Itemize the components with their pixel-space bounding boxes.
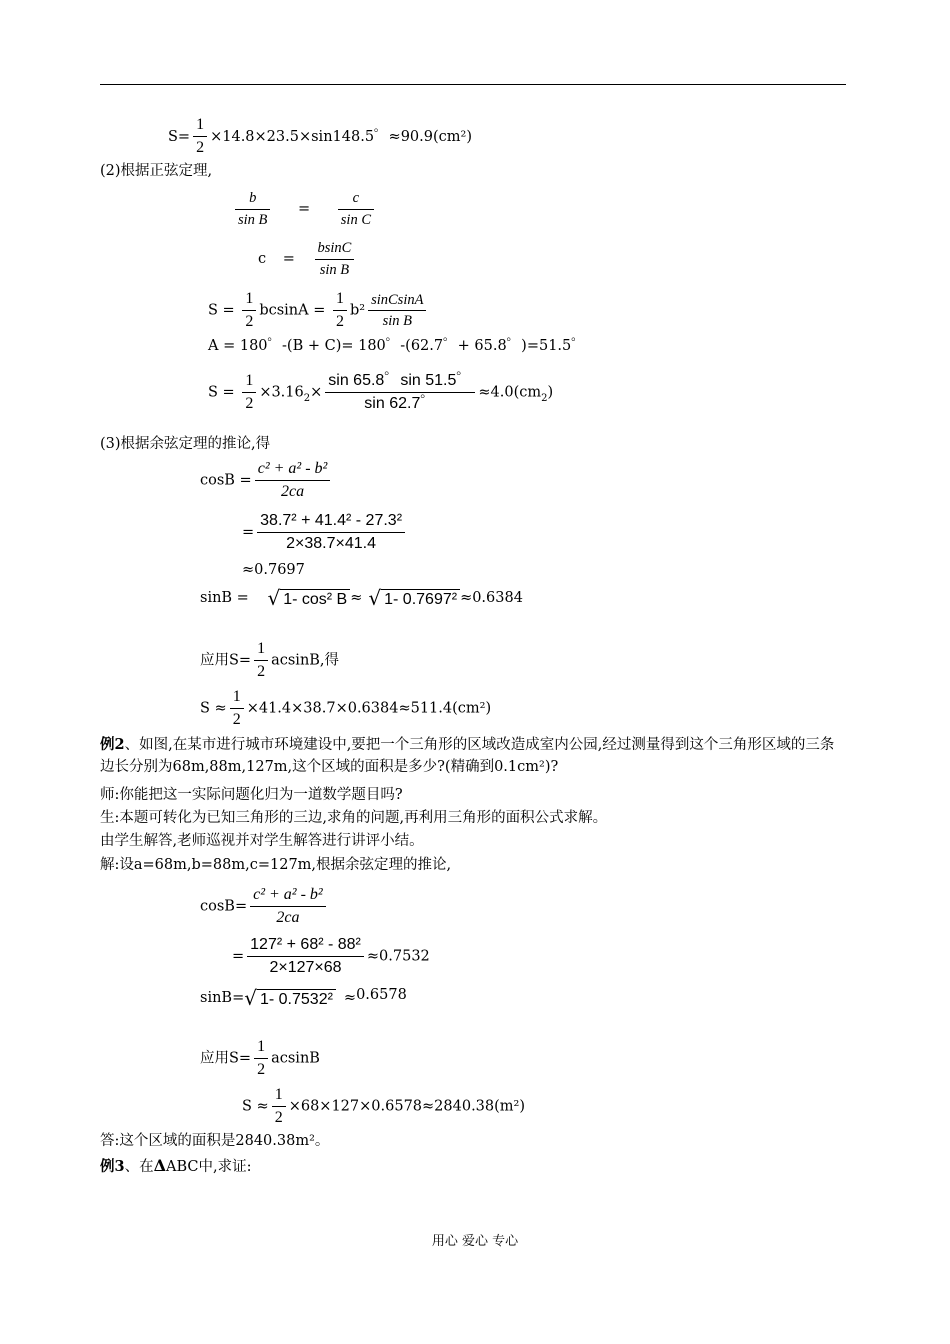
cosB-value: ≈0.7697 (242, 562, 305, 578)
example-3: 例3、在ΔABC中,求证: (100, 1156, 252, 1175)
apply-area-formula-2: 应用S= $\frac{1}{2}$ acsinB (200, 1038, 320, 1079)
sqrt-1-value: √ 1- 0.7697² (368, 588, 460, 608)
apply-area-formula-1: 应用S= $\frac{1}{2}$ acsinB,得 (200, 640, 340, 681)
solution-line: 解:设a=68m,b=88m,c=127m,根据余弦定理的推论, (100, 857, 452, 873)
teacher-line: 师:你能把这一实际问题化归为一道数学题目吗? (100, 787, 403, 803)
area-final-1: S ≈ $\frac{1}{2}$ ×41.4×38.7×0.6384≈511.4(cm²) (200, 688, 492, 729)
process-line: 由学生解答,老师巡视并对学生解答进行讲评小结。 (100, 833, 424, 849)
cosB-formula-2: cosB= $\frac{\text{c² + a² - b²}}{2ca}$ (200, 886, 329, 928)
sinB-expression: sinB = √ 1- cos² B ≈ √ 1- 0.7697² ≈0.6384 (200, 586, 523, 610)
part2-title: (2)根据正弦定理, (100, 163, 213, 179)
example-3-label: 例3 (100, 1158, 125, 1175)
area-final-2: S ≈ $\frac{1}{2}$ ×68×127×0.6578≈2840.38(m²) (242, 1086, 526, 1127)
b-over-sinB: $\frac{b}{\text{sin B}}$ (235, 190, 270, 228)
answer-line: 答:这个区域的面积是2840.38m²。 (100, 1133, 330, 1149)
sqrt-1-value-2: √ 1- 0.7532² (244, 988, 336, 1008)
student-line: 生:本题可转化为已知三角形的三边,求角的问题,再利用三角形的面积公式求解。 (100, 810, 608, 826)
area-prefix: S= (168, 128, 191, 145)
half-fraction: $\frac{1}{2}$ (193, 116, 207, 158)
example-2: 例2、如图,在某市进行城市环境建设中,要把一个三角形的区域改造成室内公园,经过测量得到这个三角形区域的三条边长分别为68m,88m,127m,这个区域的面积是多少?(精确到0.1cm²)? (100, 736, 835, 775)
triangle-symbol: Δ (153, 1156, 167, 1175)
cosB-formula: cosB = $\frac{\text{c² + a² - b²}}{2ca}$ (200, 460, 333, 502)
law-of-sines: $\frac{b}{\text{sin B}}$ = $\frac{c}{\text{sin C}}$ (232, 190, 377, 228)
area-rest: ×14.8×23.5×sin148.5゜≈90.9(cm²) (210, 128, 472, 145)
area-formula-line-1 (168, 116, 472, 158)
area-result-expression: S = $\frac{1}{2}$ $\times 3.16_2\times$ $\frac{\sin 65.8゜\sin 51.5゜}{\sin 62.7゜}$ $\approx 4.0(cm_2)$ (208, 372, 554, 413)
sqrt-1-cos2B: √ 1- cos² B (267, 588, 350, 608)
part3-title: (3)根据余弦定理的推论,得 (100, 436, 271, 452)
example-2-label: 例2 (100, 736, 125, 753)
page-footer: 用心 爱心 专心 (431, 1234, 519, 1249)
cosB-substitution: = $\frac{\text{38.7² + 41.4² - 27.3²}}{2\times 38.7\times 41.4}$ (242, 512, 408, 554)
header-rule (100, 84, 846, 85)
c-expression: c = $\frac{bsinC}{\text{sin B}}$ (258, 240, 357, 278)
cosB-substitution-2: = $\frac{\text{127² + 68² - 88²}}{2\times 127\times 68}$ ≈0.7532 (232, 936, 430, 977)
area-sine-expression: S = $\frac{1}{2}$ bcsinA = $\frac{1}{2}$ b² $\frac{\text{sinCsinA}}{\text{sin B}}$ (208, 290, 429, 332)
sinB-expression-2: sinB=√ 1- 0.7532² ≈0.6578 (200, 986, 407, 1010)
c-over-sinC: $\frac{c}{\text{sin C}}$ (338, 190, 374, 228)
angle-a-expression: A = 180゜-(B + C)= 180゜-(62.7゜+ 65.8゜)=51.5゜ (208, 338, 586, 354)
bsinC-over-sinB: $\frac{bsinC}{\text{sin B}}$ (315, 240, 355, 278)
